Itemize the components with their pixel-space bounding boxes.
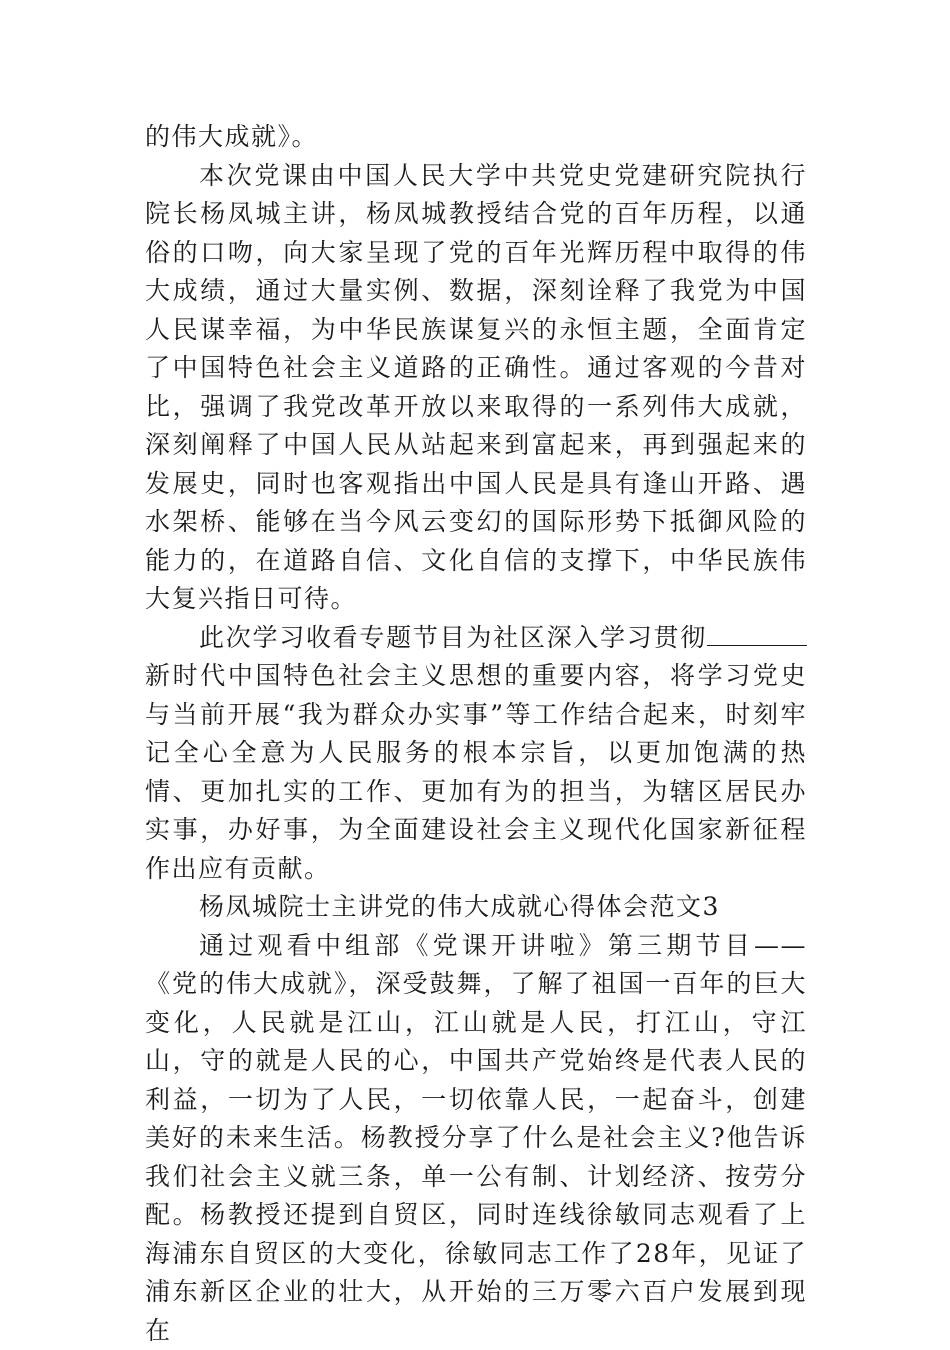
paragraph-lecture-summary: 本次党课由中国人民大学中共党史党建研究院执行院长杨凤城主讲，杨凤城教授结合党的百年历程，以通俗的口吻，向大家呈现了党的百年光辉历程中取得的伟大成绩，通过大量实例、数据，深刻诠释了我党为中国人民谋幸福，为中华民族谋复兴的永恒主题，全面肯定了中国特色社会主义道路的正确性。通过客观的今昔对比，强调了我党改革开放以来取得的一系列伟大成就，深刻阐释了中国人民从站起来到富起来，再到强起来的发展史，同时也客观指出中国人民是具有逢山开路、遇水架桥、能够在当今风云变幻的国际形势下抵御风险的能力的，在道路自信、文化自信的支撑下，中华民族伟大复兴指日可待。: [145, 157, 807, 619]
document-body: [145, 118, 807, 1350]
paragraph-continuation: 的伟大成就》。: [145, 118, 807, 157]
paragraph-reflection: 通过观看中组部《党课开讲啦》第三期节目——《党的伟大成就》，深受鼓舞，了解了祖国一百年的巨大变化，人民就是江山，江山就是人民，打江山，守江山，守的就是人民的心，中国共产党始终是代表人民的利益，一切为了人民，一切依靠人民，一起奋斗，创建美好的未来生活。杨教授分享了什么是社会主义?他告诉我们社会主义就三条，单一公有制、计划经济、按劳分配。杨教授还提到自贸区，同时连线徐敏同志观看了上海浦东自贸区的大变化，徐敏同志工作了28年，见证了浦东新区企业的壮大，从开始的三万零六百户发展到现在: [145, 927, 807, 1350]
paragraph-study-significance-rest: 新时代中国特色社会主义思想的重要内容，将学习党史与当前开展“我为群众办实事”等工作结合起来，时刻牢记全心全意为人民服务的根本宗旨，以更加饱满的热情、更加扎实的工作、更加有为的担当，为辖区居民办实事，办好事，为全面建设社会主义现代化国家新征程作出应有贡献。: [145, 661, 807, 883]
paragraph-study-significance-start: 此次学习收看专题节目为社区深入学习贯彻: [199, 623, 707, 652]
section-heading: 杨凤城院士主讲党的伟大成就心得体会范文3: [145, 888, 807, 927]
blank-underline: [707, 625, 807, 646]
paragraph-study-significance: [145, 619, 807, 889]
